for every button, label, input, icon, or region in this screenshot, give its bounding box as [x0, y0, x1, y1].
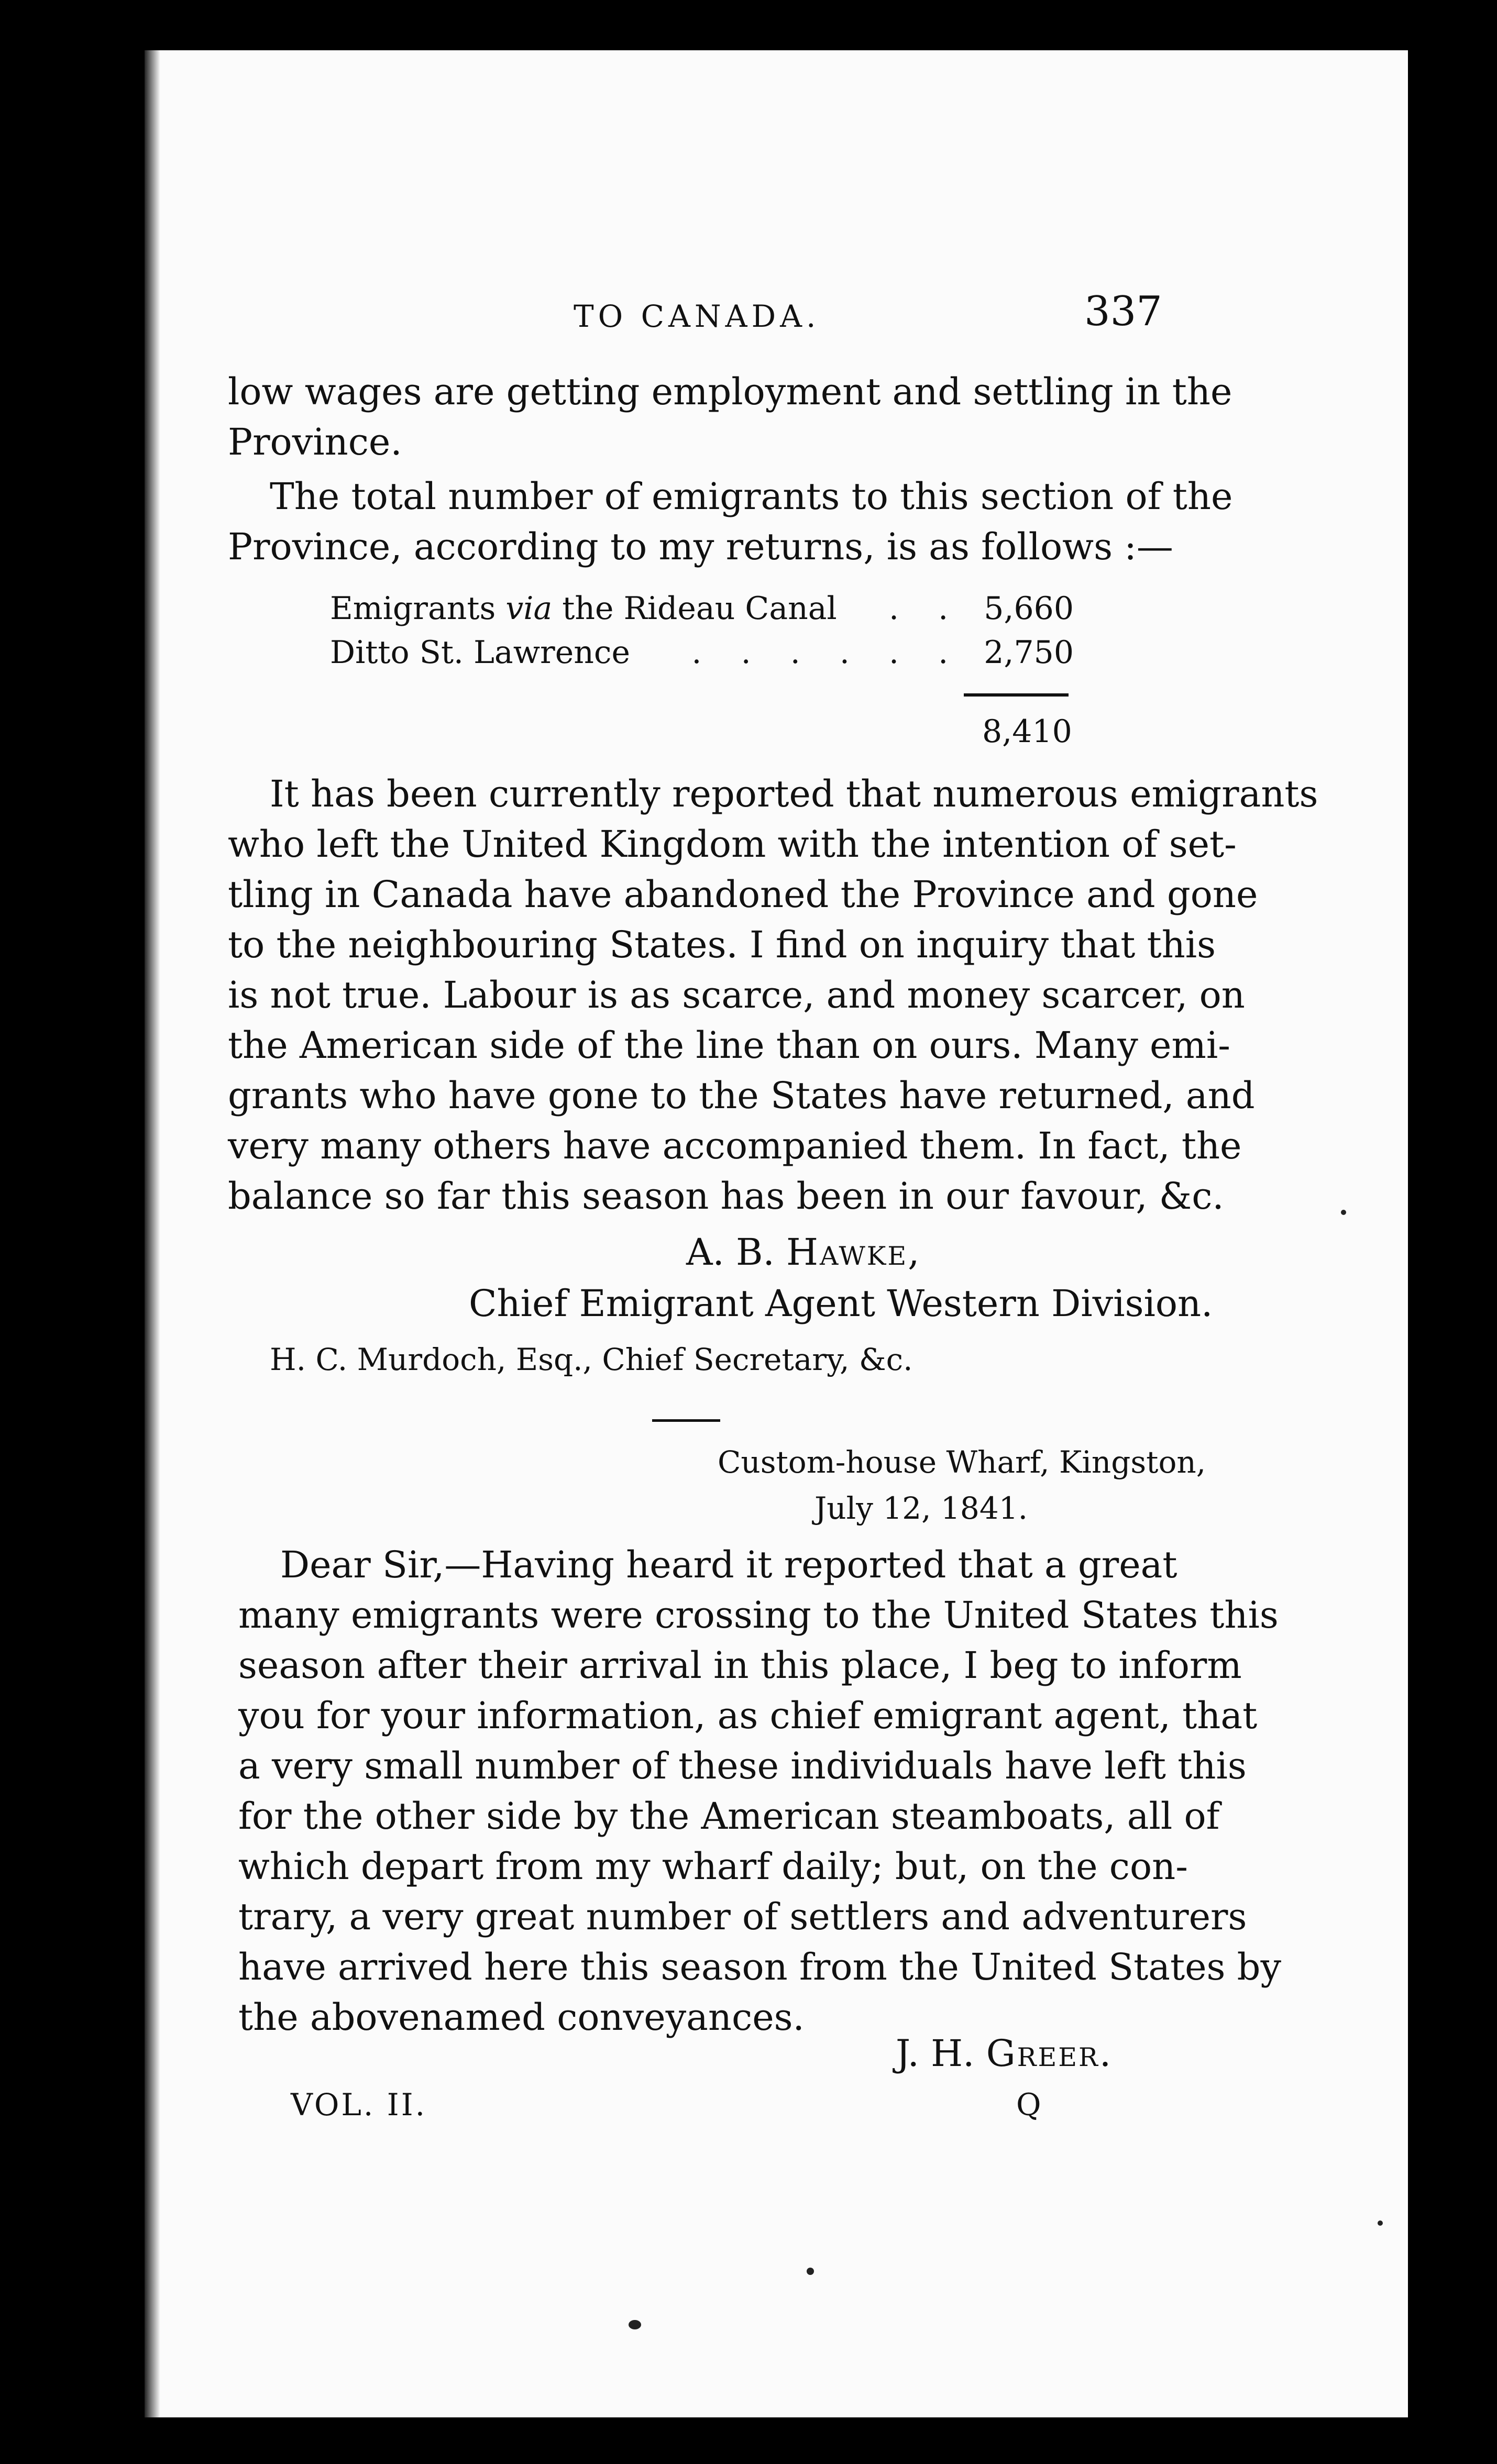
paragraph-2 [228, 471, 1233, 572]
table-row [330, 587, 1074, 631]
text-line: grants who have gone to the States have returned, and [228, 1074, 1255, 1117]
table-row-value: 5,660 [984, 590, 1074, 627]
text-line: The total number of emigrants to this section of the [270, 475, 1233, 518]
text-line: to the neighbouring States. I find on inquiry that this [228, 923, 1216, 966]
page-gutter-shadow [145, 50, 160, 2417]
paragraph-3 [228, 769, 1318, 1221]
letter-body [238, 1540, 1282, 2042]
text-line: Province, according to my returns, is as follows :— [228, 525, 1173, 568]
text-line: Province. [228, 421, 402, 463]
emigrant-table [330, 587, 1074, 675]
leader-dots: . . [889, 590, 963, 627]
table-row-label: Ditto St. Lawrence [330, 634, 630, 671]
signature-greer: J. H. Greer. [896, 2032, 1113, 2075]
text-line: you for your information, as chief emigrant agent, that [238, 1694, 1258, 1737]
dateline-place: Custom-house Wharf, Kingston, [718, 1444, 1206, 1480]
dateline-date: July 12, 1841. [814, 1490, 1028, 1526]
text-line: a very small number of these individuals have left this [238, 1744, 1247, 1787]
leader-dots: . . . . . . [691, 634, 963, 671]
total-rule [964, 693, 1069, 697]
text-line: have arrived here this season from the United States by [238, 1946, 1282, 1988]
text-line: low wages are getting employment and settling in the [228, 370, 1232, 413]
text-line: is not true. Labour is as scarce, and money scarcer, on [228, 974, 1245, 1016]
text-line: very many others have accompanied them. In fact, the [228, 1124, 1242, 1167]
text-line: Dear Sir,—Having heard it reported that a great [280, 1543, 1177, 1586]
table-row [330, 631, 1074, 675]
scan-speck [807, 2268, 814, 2275]
text-line: tling in Canada have abandoned the Province and gone [228, 873, 1258, 916]
signature-hawke: A. B. Hawke, [686, 1231, 921, 1274]
paragraph-1 [228, 367, 1232, 467]
signature-title: Chief Emigrant Agent Western Division. [469, 1282, 1213, 1325]
table-total: 8,410 [982, 713, 1072, 750]
text-line: It has been currently reported that numerous emigrants [270, 772, 1318, 815]
table-row-value: 2,750 [984, 634, 1074, 671]
addressee: H. C. Murdoch, Esq., Chief Secretary, &c. [270, 1342, 913, 1377]
volume-footer: VOL. II. [291, 2087, 427, 2123]
text-line: the American side of the line than on ours. Many emi- [228, 1024, 1230, 1067]
text-line: season after their arrival in this place, I beg to inform [238, 1644, 1242, 1687]
page-number: 337 [1084, 288, 1162, 335]
table-row-label: Emigrants via the Rideau Canal [330, 590, 837, 627]
scan-speck [1378, 2220, 1383, 2226]
section-divider [652, 1419, 720, 1422]
text-line: which depart from my wharf daily; but, on the con- [238, 1845, 1188, 1888]
text-line: many emigrants were crossing to the United States this [238, 1594, 1279, 1637]
scan-speck [629, 2320, 641, 2329]
text-line: who left the United Kingdom with the intention of set- [228, 823, 1237, 866]
text-line: trary, a very great number of settlers and adventurers [238, 1895, 1247, 1938]
signature-mark: Q [1016, 2087, 1041, 2123]
text-line: balance so far this season has been in our favour, &c. [228, 1175, 1224, 1218]
scan-speck [1341, 1210, 1346, 1215]
text-line: for the other side by the American steamboats, all of [238, 1795, 1220, 1838]
text-line: the abovenamed conveyances. [238, 1996, 805, 2039]
running-title: TO CANADA. [574, 299, 820, 334]
